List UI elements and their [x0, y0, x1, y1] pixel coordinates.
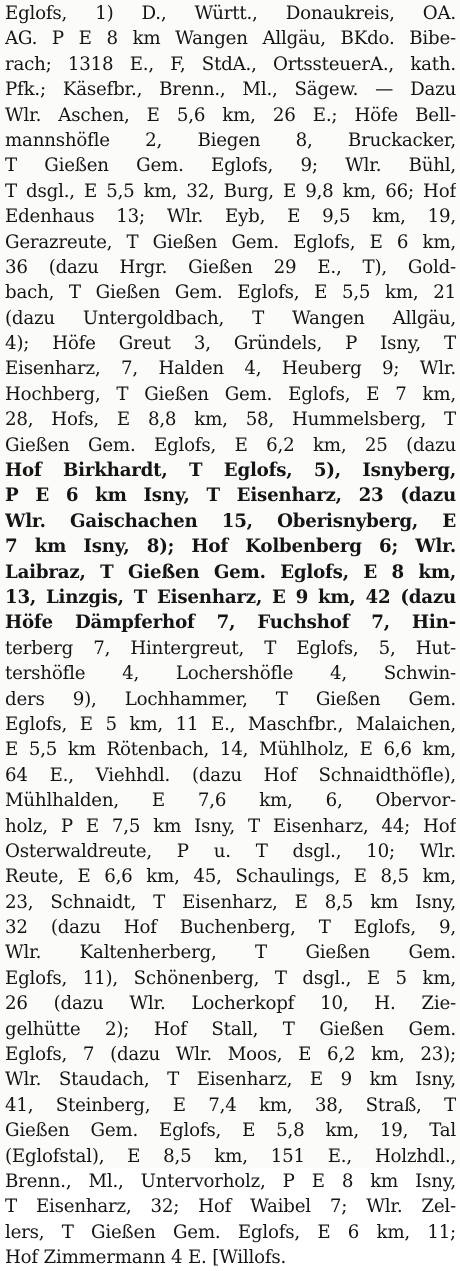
text-line: Gießen Gem. Eglofs, E 5,8 km, 19, Tal — [5, 1120, 456, 1142]
text-line: 4); Höfe Greut 3, Gründels, P Isny, T — [5, 333, 456, 355]
text-line: T dsgl., E 5,5 km, 32, Burg, E 9,8 km, 66; Hof — [5, 180, 456, 202]
text-line: mannshöfle 2, Biegen 8, Bruckacker, — [5, 129, 456, 151]
text-line: Edenhaus 13; Wlr. Eyb, E 9,5 km, 19, — [5, 206, 456, 228]
text-line: Wlr. Kaltenherberg, T Gießen Gem. — [5, 942, 456, 964]
text-line: 7 km Isny, 8); Hof Kolbenberg 6; Wlr. — [5, 536, 456, 558]
text-line: Pfk.; Käsefbr., Brenn., Ml., Sägew. — Dazu — [5, 79, 456, 101]
text-line: Hof Birkhardt, T Eglofs, 5), Isnyberg, — [5, 460, 456, 482]
text-line: Eglofs, 1) D., Württ., Donaukreis, OA. — [5, 3, 456, 24]
text-line: T Gießen Gem. Eglofs, 9; Wlr. Bühl, — [5, 155, 456, 177]
text-line: Höfe Dämpferhof 7, Fuchshof 7, Hin- — [5, 612, 456, 634]
text-line: gelhütte 2); Hof Stall, T Gießen Gem. — [5, 1018, 456, 1040]
text-line: P E 6 km Isny, T Eisenharz, 23 (dazu — [5, 485, 456, 507]
text-line: holz, P E 7,5 km Isny, T Eisenharz, 44; Hof — [5, 815, 456, 837]
text-line: Eglofs, 11), Schönenberg, T dsgl., E 5 km, — [5, 967, 456, 989]
text-line: Wlr. Aschen, E 5,6 km, 26 E.; Höfe Bell- — [5, 104, 456, 126]
text-line: (dazu Untergoldbach, T Wangen Allgäu, — [5, 307, 456, 329]
text-line: rach; 1318 E., F, StdA., OrtssteuerA., kath. — [5, 53, 456, 75]
text-line: 64 E., Viehhdl. (dazu Hof Schnaidthöfle), — [5, 764, 456, 786]
text-line: Eglofs, 7 (dazu Wlr. Moos, E 6,2 km, 23); — [5, 1044, 456, 1066]
text-line: ders 9), Lochhammer, T Gießen Gem. — [5, 688, 456, 710]
text-line: T Eisenharz, 32; Hof Waibel 7; Wlr. Zel- — [5, 1196, 456, 1218]
text-line: tershöfle 4, Lochershöfle 4, Schwin- — [5, 663, 456, 685]
text-line: Hochberg, T Gießen Gem. Eglofs, E 7 km, — [5, 383, 456, 405]
text-line: 23, Schnaidt, T Eisenharz, E 8,5 km Isny, — [5, 891, 456, 913]
text-line: 32 (dazu Hof Buchenberg, T Eglofs, 9, — [5, 917, 456, 939]
text-line: Gießen Gem. Eglofs, E 6,2 km, 25 (dazu — [5, 434, 456, 456]
text-line: (Eglofstal), E 8,5 km, 151 E., Holzhdl., — [5, 1145, 456, 1167]
text-line: Gerazreute, T Gießen Gem. Eglofs, E 6 km, — [5, 231, 456, 253]
text-line: 36 (dazu Hrgr. Gießen 29 E., T), Gold- — [5, 256, 456, 278]
text-line: Mühlhalden, E 7,6 km, 6, Obervor- — [5, 790, 456, 812]
text-line: E 5,5 km Rötenbach, 14, Mühlholz, E 6,6 km, — [5, 739, 456, 761]
text-line: Brenn., Ml., Untervorholz, P E 8 km Isny, — [5, 1170, 456, 1192]
text-line: 41, Steinberg, E 7,4 km, 38, Straß, T — [5, 1094, 456, 1116]
text-line: lers, T Gießen Gem. Eglofs, E 6 km, 11; — [5, 1221, 456, 1243]
text-line: Reute, E 6,6 km, 45, Schaulings, E 8,5 km, — [5, 866, 456, 888]
text-line: Wlr. Staudach, T Eisenharz, E 9 km Isny, — [5, 1069, 456, 1091]
text-line: 28, Hofs, E 8,8 km, 58, Hummelsberg, T — [5, 409, 456, 431]
text-line: Hof Zimmermann 4 E. [Willofs. — [5, 1247, 287, 1269]
text-line: 13, Linzgis, T Eisenharz, E 9 km, 42 (dazu — [5, 586, 456, 608]
text-line: Wlr. Gaischachen 15, Oberisnyberg, E — [5, 510, 456, 532]
text-line: Eisenharz, 7, Halden 4, Heuberg 9; Wlr. — [5, 358, 456, 380]
text-line: Eglofs, E 5 km, 11 E., Maschfbr., Malaichen, — [5, 713, 456, 735]
text-line: bach, T Gießen Gem. Eglofs, E 5,5 km, 21 — [5, 282, 456, 304]
text-line: Laibraz, T Gießen Gem. Eglofs, E 8 km, — [5, 561, 456, 583]
text-line: 26 (dazu Wlr. Locherkopf 10, H. Zie- — [5, 993, 456, 1015]
gazetteer-entry — [5, 1, 456, 1271]
text-line: Osterwaldreute, P u. T dsgl., 10; Wlr. — [5, 840, 456, 862]
text-line: AG. P E 8 km Wangen Allgäu, BKdo. Bibe- — [5, 28, 456, 50]
text-line: terberg 7, Hintergreut, T Eglofs, 5, Hut- — [5, 637, 456, 659]
